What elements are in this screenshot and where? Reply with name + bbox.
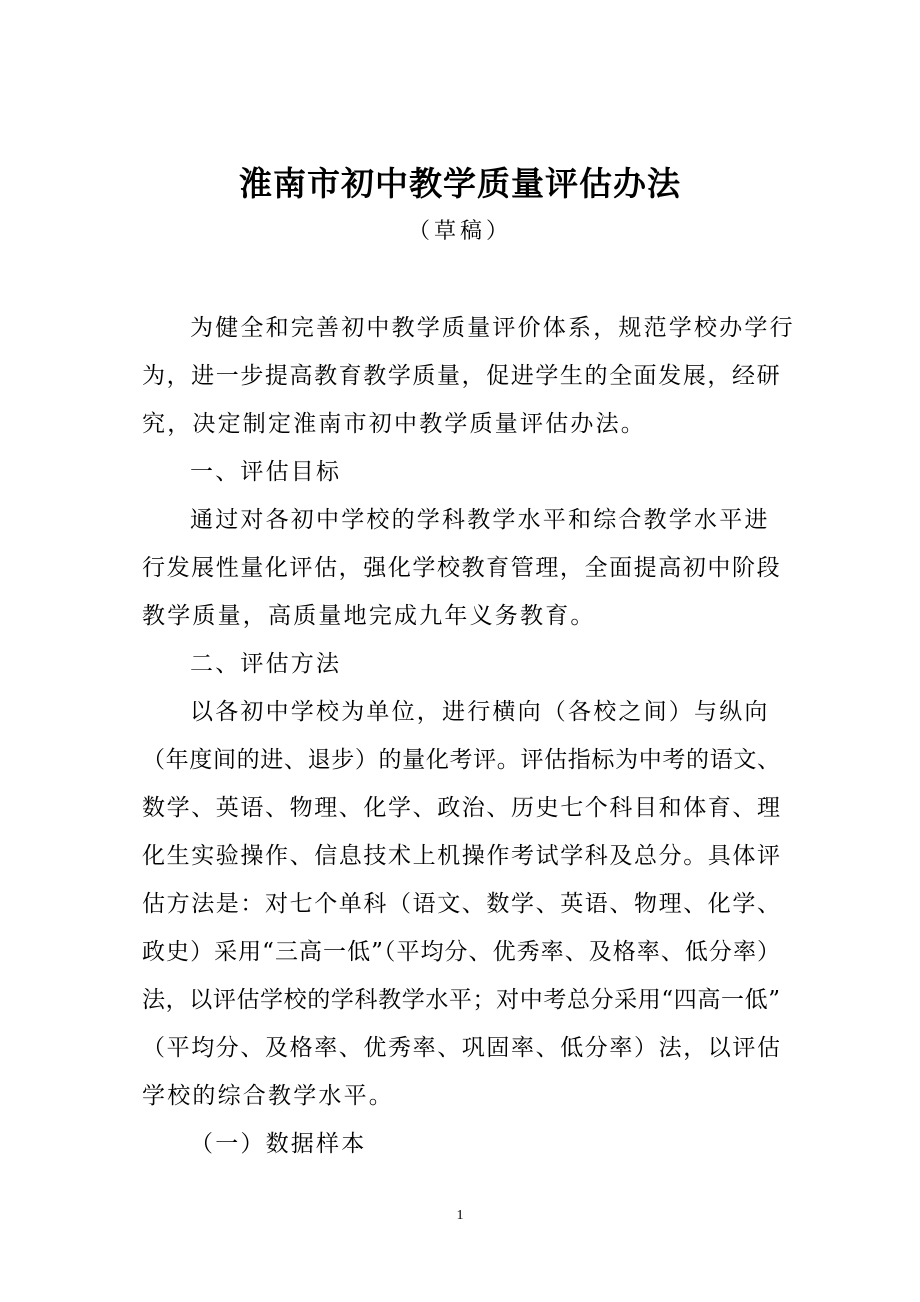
- paragraph-line: 学校的综合教学水平。: [142, 1083, 394, 1109]
- paragraph-line: 行发展性量化评估，强化学校教育管理，全面提高初中阶段: [142, 555, 780, 581]
- section-heading: 一、评估目标: [190, 459, 342, 485]
- paragraph-line: （年度间的进、退步）的量化考评。评估指标为中考的语文、: [142, 747, 780, 773]
- paragraph-line: 法，以评估学校的学科教学水平；对中考总分采用“四高一低”: [142, 987, 780, 1013]
- document-subtitle: （草稿）: [407, 219, 512, 244]
- paragraph-line: 为健全和完善初中教学质量评价体系，规范学校办学行: [190, 315, 795, 341]
- subsection-heading: （一）数据样本: [190, 1131, 367, 1157]
- document-title: 淮南市初中教学质量评估办法: [239, 164, 681, 203]
- page-number: 1: [456, 1208, 464, 1223]
- paragraph-line: 政史）采用“三高一低”（平均分、优秀率、及格率、低分率）: [142, 939, 780, 965]
- paragraph-line: 化生实验操作、信息技术上机操作考试学科及总分。具体评: [142, 843, 780, 869]
- paragraph-line: 为，进一步提高教育教学质量，促进学生的全面发展，经研: [142, 363, 780, 389]
- paragraph-line: 数学、英语、物理、化学、政治、历史七个科目和体育、理: [142, 795, 780, 821]
- section-heading: 二、评估方法: [190, 651, 342, 677]
- paragraph-line: 教学质量，高质量地完成九年义务教育。: [142, 603, 596, 629]
- paragraph-line: 估方法是：对七个单科（语文、数学、英语、物理、化学、: [142, 891, 780, 917]
- paragraph-line: 究，决定制定淮南市初中教学质量评估办法。: [142, 411, 646, 437]
- paragraph-line: 通过对各初中学校的学科教学水平和综合教学水平进: [190, 507, 770, 533]
- paragraph-line: （平均分、及格率、优秀率、巩固率、低分率）法，以评估: [142, 1035, 780, 1061]
- paragraph-line: 以各初中学校为单位，进行横向（各校之间）与纵向: [190, 699, 770, 725]
